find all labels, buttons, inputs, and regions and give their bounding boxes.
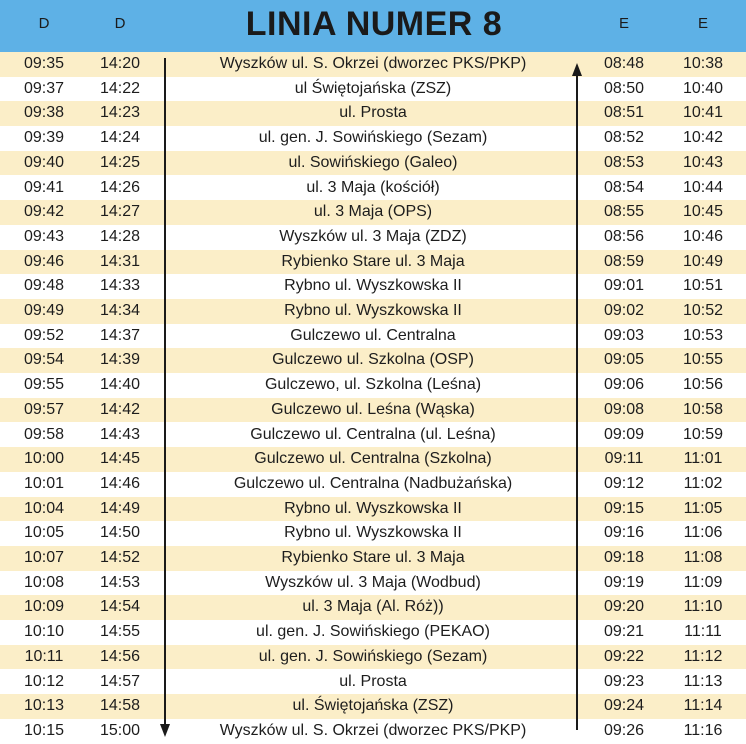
departure-time-e1: 09:22: [603, 647, 645, 665]
table-row: [0, 521, 746, 546]
stop-name: Rybienko Stare ul. 3 Maja: [281, 549, 465, 566]
departure-time-d2: 14:33: [99, 277, 141, 295]
stop-name: Rybno ul. Wyszkowska II: [284, 524, 462, 542]
table-row: [0, 299, 746, 324]
departure-time-d1: 09:35: [23, 55, 65, 72]
departure-time-e1: 09:03: [603, 326, 645, 344]
departure-time-e1: 09:11: [604, 450, 644, 468]
table-row: [0, 126, 746, 151]
departure-time-d2: 14:57: [99, 672, 141, 690]
departure-time-d2: 15:00: [99, 721, 141, 739]
departure-time-e2: 10:56: [682, 376, 724, 394]
column-header-e1: E: [618, 15, 629, 32]
departure-time-e1: 09:26: [603, 721, 645, 739]
departure-time-e1: 09:12: [603, 474, 645, 492]
departure-time-e2: 10:46: [682, 227, 724, 245]
departure-time-e1: 09:18: [603, 549, 645, 566]
departure-time-e2: 10:45: [682, 203, 724, 221]
departure-time-d2: 14:34: [99, 302, 141, 319]
table-row: [0, 423, 746, 448]
departure-time-d1: 10:11: [24, 647, 64, 665]
stop-name: Gulczewo ul. Szkolna (OSP): [272, 351, 474, 369]
departure-time-d2: 14:55: [99, 623, 141, 641]
departure-time-e1: 08:53: [603, 153, 645, 171]
departure-time-d2: 14:52: [99, 549, 141, 566]
departure-time-e2: 11:11: [684, 623, 722, 641]
column-header-d1: D: [38, 15, 50, 32]
departure-time-d2: 14:39: [99, 351, 141, 369]
departure-time-e2: 11:06: [683, 524, 723, 542]
departure-time-e1: 08:55: [603, 203, 645, 221]
departure-time-e2: 11:13: [683, 672, 723, 690]
departure-time-d1: 09:49: [23, 302, 65, 319]
stop-name: Rybno ul. Wyszkowska II: [284, 499, 462, 517]
stop-name: Gulczewo ul. Centralna (Szkolna): [254, 450, 492, 468]
departure-time-d2: 14:56: [99, 647, 141, 665]
stop-name: Rybno ul. Wyszkowska II: [284, 302, 462, 319]
stop-name: Wyszków ul. 3 Maja (ZDZ): [279, 227, 467, 245]
departure-time-e1: 09:16: [603, 524, 645, 542]
departure-time-e2: 10:38: [682, 55, 724, 72]
departure-time-e1: 09:06: [603, 376, 645, 394]
departure-time-d1: 10:09: [23, 598, 65, 616]
departure-time-e1: 09:23: [603, 672, 645, 690]
departure-time-d1: 09:42: [23, 203, 65, 221]
departure-time-d1: 10:05: [23, 524, 65, 542]
column-header-e2: E: [697, 15, 708, 32]
stop-name: ul. Prosta: [339, 104, 407, 122]
table-row: [0, 373, 746, 398]
stop-name: ul. gen. J. Sowińskiego (Sezam): [258, 129, 488, 147]
table-row: [0, 101, 746, 126]
departure-time-e1: 09:05: [603, 351, 645, 369]
stop-name: Gulczewo ul. Leśna (Wąska): [271, 400, 475, 418]
timetable-header: [0, 0, 746, 52]
stop-name: Gulczewo ul. Centralna: [290, 326, 456, 344]
departure-time-e2: 11:14: [683, 697, 723, 715]
departure-time-e1: 08:59: [603, 252, 645, 270]
departure-time-d2: 14:37: [99, 326, 141, 344]
table-row: [0, 250, 746, 275]
stop-name: ul. 3 Maja (Al. Róż)): [302, 598, 444, 616]
departure-time-e1: 08:51: [603, 104, 645, 122]
departure-time-e2: 11:01: [683, 450, 723, 468]
departure-time-e2: 10:44: [682, 178, 724, 196]
stop-name: Rybienko Stare ul. 3 Maja: [281, 252, 465, 270]
stop-name: ul. gen. J. Sowińskiego (Sezam): [258, 647, 488, 665]
departure-time-e2: 11:10: [683, 598, 723, 616]
stop-name: Gulczewo ul. Centralna (Nadbużańska): [233, 474, 513, 492]
departure-time-e2: 11:05: [683, 499, 723, 517]
departure-time-d2: 14:27: [99, 203, 141, 221]
departure-time-e1: 09:01: [603, 277, 645, 295]
table-row: [0, 324, 746, 349]
departure-time-d1: 09:40: [23, 153, 65, 171]
table-row: [0, 546, 746, 571]
departure-time-d1: 09:57: [23, 400, 65, 418]
departure-time-d1: 09:43: [23, 227, 65, 245]
departure-time-d1: 09:54: [23, 351, 65, 369]
departure-time-e1: 09:15: [603, 499, 645, 517]
timetable-rows: [0, 52, 746, 744]
table-row: [0, 472, 746, 497]
stop-name: ul. 3 Maja (kościół): [306, 178, 440, 196]
departure-time-d2: 14:25: [99, 153, 141, 171]
table-row: [0, 497, 746, 522]
departure-time-e1: 09:19: [603, 573, 645, 591]
departure-time-e2: 10:41: [682, 104, 724, 122]
departure-time-d2: 14:45: [99, 450, 141, 468]
departure-time-d1: 10:10: [23, 623, 65, 641]
stop-name: ul. gen. J. Sowińskiego (PEKAO): [256, 623, 490, 641]
departure-time-d1: 10:08: [23, 573, 65, 591]
departure-time-e1: 08:48: [603, 55, 645, 72]
departure-time-e2: 10:55: [682, 351, 724, 369]
departure-time-d2: 14:40: [99, 376, 141, 394]
departure-time-e1: 08:56: [603, 227, 645, 245]
departure-time-d2: 14:23: [99, 104, 141, 122]
departure-time-e2: 10:49: [682, 252, 724, 270]
table-row: [0, 595, 746, 620]
departure-time-e2: 11:08: [683, 549, 723, 566]
departure-time-d1: 09:37: [23, 79, 65, 97]
stop-name: ul. 3 Maja (OPS): [313, 203, 433, 221]
departure-time-e1: 09:09: [603, 425, 645, 443]
table-row: [0, 77, 746, 102]
stop-name: ul Świętojańska (ZSZ): [294, 79, 452, 97]
departure-time-d1: 09:46: [23, 252, 65, 270]
departure-time-d2: 14:26: [99, 178, 141, 196]
departure-time-d1: 10:04: [23, 499, 65, 517]
departure-time-e1: 08:52: [603, 129, 645, 147]
departure-time-d2: 14:49: [99, 499, 141, 517]
table-row: [0, 200, 746, 225]
departure-time-d2: 14:53: [99, 573, 141, 591]
departure-time-d1: 10:15: [23, 721, 65, 739]
departure-time-e2: 10:52: [682, 302, 724, 319]
table-row: [0, 670, 746, 695]
departure-time-d2: 14:28: [99, 227, 141, 245]
departure-time-e2: 10:42: [682, 129, 724, 147]
table-row: [0, 348, 746, 373]
departure-time-e2: 11:16: [683, 721, 723, 739]
stop-name: Gulczewo ul. Centralna (ul. Leśna): [250, 425, 496, 443]
departure-time-d2: 14:22: [99, 79, 141, 97]
table-row: [0, 52, 746, 77]
departure-time-e2: 10:51: [682, 277, 724, 295]
stop-name: Wyszków ul. S. Okrzei (dworzec PKS/PKP): [219, 721, 527, 739]
table-row: [0, 176, 746, 201]
departure-time-d2: 14:20: [99, 55, 141, 72]
table-row: [0, 694, 746, 719]
page-title: LINIA NUMER 8: [245, 5, 503, 43]
departure-time-d1: 09:55: [23, 376, 65, 394]
departure-time-e2: 11:02: [683, 474, 723, 492]
departure-time-d2: 14:24: [99, 129, 141, 147]
departure-time-e1: 08:50: [603, 79, 645, 97]
table-row: [0, 645, 746, 670]
departure-time-d2: 14:31: [99, 252, 141, 270]
departure-time-e2: 11:09: [683, 573, 723, 591]
departure-time-e2: 10:43: [682, 153, 724, 171]
table-row: [0, 447, 746, 472]
departure-time-d2: 14:54: [99, 598, 141, 616]
table-row: [0, 274, 746, 299]
stop-name: Wyszków ul. S. Okrzei (dworzec PKS/PKP): [219, 55, 527, 72]
departure-time-e2: 11:12: [683, 647, 723, 665]
stop-name: ul. Prosta: [339, 672, 407, 690]
table-row: [0, 225, 746, 250]
departure-time-d1: 10:12: [23, 672, 65, 690]
stop-name: Gulczewo, ul. Szkolna (Leśna): [264, 376, 482, 394]
departure-time-e2: 10:53: [682, 326, 724, 344]
departure-time-e1: 09:24: [603, 697, 645, 715]
departure-time-e1: 09:08: [603, 400, 645, 418]
table-row: [0, 620, 746, 645]
departure-time-e1: 09:02: [603, 302, 645, 319]
departure-time-d1: 09:38: [23, 104, 65, 122]
stop-name: ul. Świętojańska (ZSZ): [292, 697, 454, 715]
departure-time-d1: 09:41: [23, 178, 65, 196]
table-row: [0, 151, 746, 176]
departure-time-d2: 14:46: [99, 474, 141, 492]
departure-time-d1: 09:39: [23, 129, 65, 147]
departure-time-e2: 10:40: [682, 79, 724, 97]
departure-time-e1: 09:20: [603, 598, 645, 616]
stop-name: Rybno ul. Wyszkowska II: [284, 277, 462, 295]
departure-time-e2: 10:59: [682, 425, 724, 443]
departure-time-d1: 09:52: [23, 326, 65, 344]
column-header-d2: D: [114, 15, 126, 32]
departure-time-d2: 14:42: [99, 400, 141, 418]
departure-time-d1: 10:07: [23, 549, 65, 566]
departure-time-e2: 10:58: [682, 400, 724, 418]
departure-time-d2: 14:58: [99, 697, 141, 715]
departure-time-d1: 09:58: [23, 425, 65, 443]
departure-time-e1: 08:54: [603, 178, 645, 196]
departure-time-d1: 09:48: [23, 277, 65, 295]
table-row: [0, 571, 746, 596]
table-row: [0, 398, 746, 423]
departure-time-d1: 10:01: [23, 474, 65, 492]
departure-time-d2: 14:43: [99, 425, 141, 443]
departure-time-d1: 10:13: [23, 697, 65, 715]
departure-time-d2: 14:50: [99, 524, 141, 542]
stop-name: Wyszków ul. 3 Maja (Wodbud): [265, 573, 481, 591]
departure-time-d1: 10:00: [23, 450, 65, 468]
table-row: [0, 719, 746, 744]
stop-name: ul. Sowińskiego (Galeo): [288, 153, 458, 171]
departure-time-e1: 09:21: [603, 623, 645, 641]
